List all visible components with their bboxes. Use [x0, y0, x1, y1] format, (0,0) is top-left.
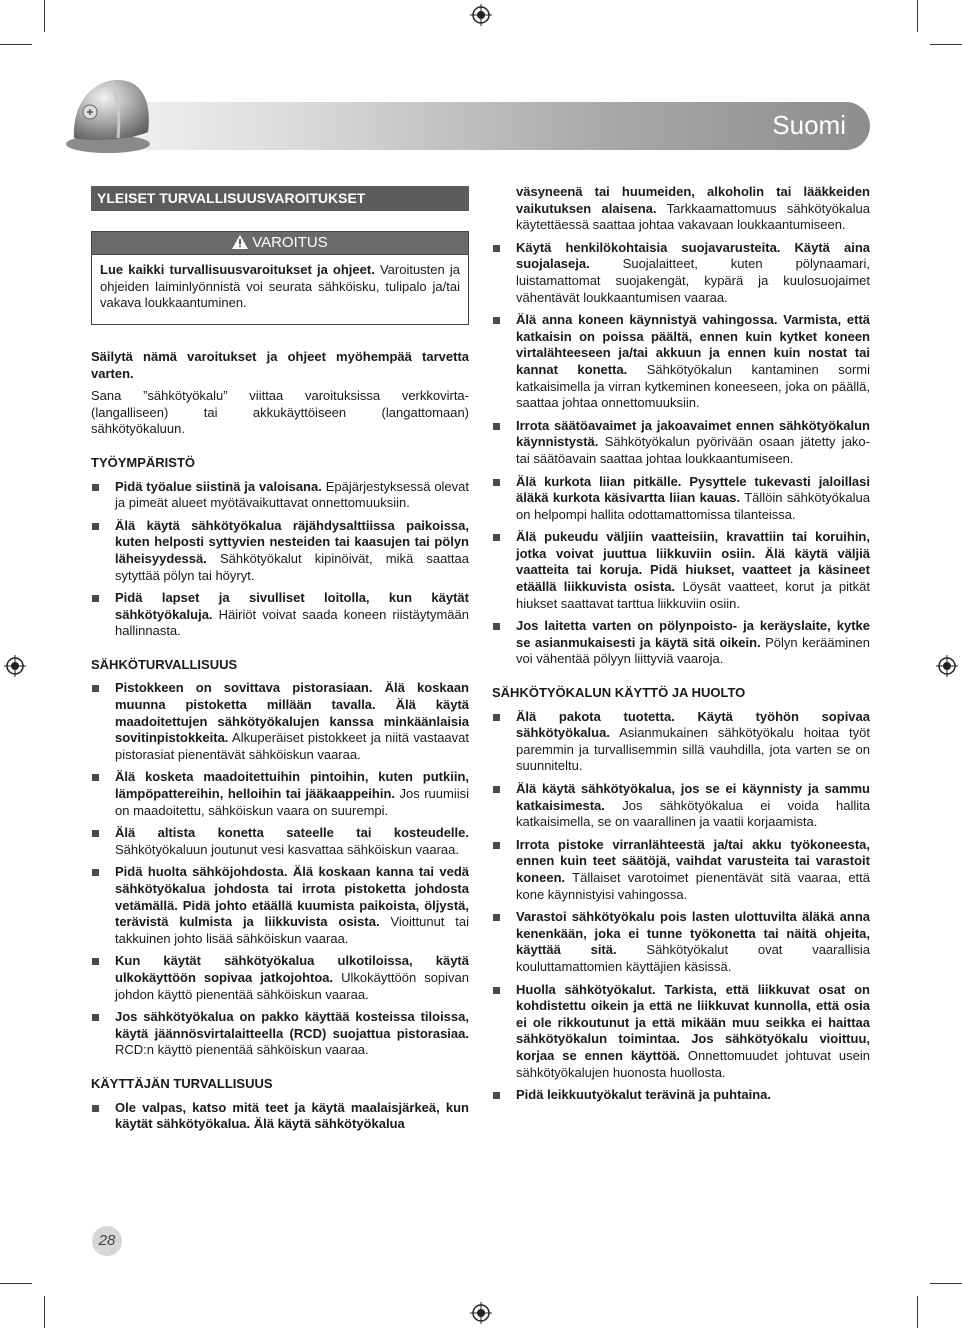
bullet-icon [493, 842, 500, 849]
list-item-continuation [492, 184, 870, 234]
item-text: Asianmukainen sähkötyökalu hoitaa työt paremmin ja turvallisemmin sillä vauhdilla, jota varten se on suunniteltu. [516, 725, 870, 774]
item-bold: Pidä huolta sähköjohdosta. Älä koskaan kanna tai vedä sähkötyökalua johdosta tai irrota pistoketta johdosta vetämällä. Pidä johto etäällä kuumista paikoista, öljystä, terävistä kulmista ja liikkuvista osista. [115, 864, 469, 930]
crop-mark [0, 44, 32, 45]
item-bold: Pidä lapset ja sivulliset loitolla, kun käytät sähkötyökaluja. [115, 590, 469, 622]
banner-title: Suomi [772, 110, 846, 140]
bullet-icon [92, 595, 99, 602]
list-item [91, 953, 469, 1003]
crop-mark [0, 1283, 32, 1284]
warning-triangle-icon [232, 235, 248, 249]
personal-list-continued [492, 240, 870, 668]
item-text: Sähkötyökalut ovat vaarallisia kouluttamattomien käyttäjien käsissä. [516, 942, 870, 974]
item-bold: Jos laitetta varten on pölynpoisto- ja keräyslaite, kytke se asianmukaisesti ja käytä sitä oikein. [516, 618, 870, 650]
bullet-icon [92, 523, 99, 530]
item-bold: Pistokkeen on sovittava pistorasiaan. Älä koskaan muunna pistoketta millään tavalla. Älä käytä maadoitettujen sähkötyökalujen kanssa minkäänlaisia sovitinpistokkeita. [115, 680, 469, 746]
list-item [492, 474, 870, 524]
item-text: Sähkötyökalun kantaminen sormi katkaisimella ja virran kytkeminen koneeseen, joka on päällä, saattaa johtaa onnettomuuksiin. [516, 361, 870, 411]
item-text: Alkuperäiset pistokkeet ja niitä vastaavat pistorasiat pienentävät sähköiskun vaaraa. [115, 730, 469, 762]
bullet-icon [92, 685, 99, 692]
item-bold: Älä kosketa maadoitettuihin pintoihin, kuten putkiin, lämpöpattereihin, helloihin tai jääkaappeihin. [115, 769, 469, 802]
crop-mark [930, 1283, 962, 1284]
list-item [91, 1009, 469, 1059]
right-column [492, 184, 870, 1104]
item-text: Jos sähkötyökalua ei voida hallita katkaisimella, se on vaarallinen ja vaatii korjaamista. [516, 797, 870, 830]
item-bold: Pidä työalue siistinä ja valoisana. [115, 478, 322, 494]
list-item [492, 837, 870, 903]
safety-helmet-icon [60, 74, 160, 160]
list-item [492, 709, 870, 775]
registration-mark-icon [936, 655, 958, 677]
crop-mark [917, 1296, 918, 1328]
list-item [492, 312, 870, 412]
bullet-icon [493, 786, 500, 793]
language-banner [92, 102, 870, 150]
warning-header [92, 232, 468, 256]
bullet-icon [493, 479, 500, 486]
item-bold: Älä käytä sähkötyökalua räjähdysalttiissa paikoissa, kuten helposti syttyvien nesteiden tai kaasujen tai pölyn läheisyydessä. [115, 517, 469, 566]
bullet-icon [92, 1105, 99, 1112]
item-text: Sähkötyökalut kipinöivät, mikä saattaa sytyttää pölyn tai höyryt. [115, 550, 469, 583]
personal-list [91, 1100, 469, 1133]
bullet-icon [493, 245, 500, 252]
item-bold: Jos sähkötyökalua on pakko käyttää kosteissa tiloissa, käytä jäännösvirtalaitteella (RCD) suojattua pistorasiaa. [115, 1009, 469, 1041]
list-item [492, 418, 870, 468]
bullet-icon [92, 830, 99, 837]
crop-mark [44, 1296, 45, 1328]
item-bold: Pidä leikkuutyökalut terävinä ja puhtaina. [516, 1087, 772, 1103]
list-item [91, 518, 469, 584]
bullet-icon [493, 317, 500, 324]
bullet-icon [92, 958, 99, 965]
item-bold: Älä anna koneen käynnistyä vahingossa. Varmista, että katkaisin on poissa päältä, ennen kuin kytket koneen virtalähteeseen ja/tai akkuun ja ennen kuin nostat tai kannat konetta. [516, 312, 870, 377]
list-item [492, 982, 870, 1082]
list-item [91, 479, 469, 512]
list-item [91, 680, 469, 763]
list-item [492, 618, 870, 668]
bullet-icon [92, 1014, 99, 1021]
item-bold: Älä käytä sähkötyökalua, jos se ei käynnisty ja sammu katkaisimesta. [516, 781, 870, 813]
bullet-icon [493, 987, 500, 994]
item-text: Sähkötyökalun pyörivään osaan jätetty jako- tai säätöavain saattaa johtaa loukkaantumiseen. [516, 434, 870, 466]
item-text: RCD:n käyttö pienentää sähköiskun vaaraa. [115, 1042, 369, 1058]
item-bold: Kun käytät sähkötyökalua ulkotiloissa, käytä ulkokäyttöön sopivaa jatkojohtoa. [115, 953, 469, 985]
heading-personal-safety: KÄYTTÄJÄN TURVALLISUUS [91, 1075, 273, 1091]
electrical-list [91, 680, 469, 1058]
crop-mark [930, 44, 962, 45]
warning-box [91, 231, 469, 325]
use-care-list [492, 709, 870, 1104]
item-text: Jos ruumiisi on maadoitettu, sähköiskun vaara on suurempi. [115, 786, 469, 818]
list-item [91, 769, 469, 819]
bullet-icon [92, 774, 99, 781]
list-item [91, 1100, 469, 1133]
warning-label: VAROITUS [252, 233, 328, 251]
registration-mark-icon [470, 4, 492, 26]
bullet-icon [493, 914, 500, 921]
bullet-icon [92, 869, 99, 876]
list-item [492, 529, 870, 612]
item-text: Tällaiset varotoimet pienentävät sitä vaaraa, että kone käynnistyisi vahingossa. [516, 869, 870, 902]
item-text: Epäjärjestyksessä olevat ja pimeät alueet myötävaikuttavat onnettomuuksiin. [115, 478, 470, 511]
heading-electrical-safety: SÄHKÖTURVALLISUUS [91, 656, 238, 672]
item-bold: Älä kurkota liian pitkälle. Pysyttele tukevasti jaloillasi äläkä kurkota käsivartta liian kauas. [516, 473, 870, 506]
item-text: Pölyn kerääminen voi vähentää pölyyn liittyviä vaaroja. [516, 634, 870, 667]
list-item [91, 864, 469, 947]
bullet-icon [493, 423, 500, 430]
item-text: Sähkötyökaluun joutunut vesi kasvattaa sähköiskun vaaraa. [115, 841, 459, 857]
crop-mark [44, 0, 45, 32]
crop-mark [917, 0, 918, 32]
warning-bold: Lue kaikki turvallisuusvaroitukset ja ohjeet. [100, 262, 375, 278]
left-column [91, 186, 469, 1133]
bullet-icon [92, 484, 99, 491]
list-item [492, 1087, 870, 1104]
heading-tool-use-care: SÄHKÖTYÖKALUN KÄYTTÖ JA HUOLTO [492, 685, 746, 701]
item-bold: Älä altista konetta sateelle tai kosteudelle. [115, 825, 469, 841]
work-area-list [91, 479, 469, 640]
bullet-icon [493, 1092, 500, 1099]
item-bold: Ole valpas, katso mitä teet ja käytä maalaisjärkeä, kun käytät sähkötyökalua. Älä käytä sähkötyökalua [115, 1099, 469, 1132]
warning-rest: Varoitusten ja ohjeiden laiminlyönnistä voi seurata sähköisku, tulipalo ja/tai vakava loukkaantuminen. [100, 262, 460, 311]
registration-mark-icon [4, 655, 26, 677]
item-bold: Käytä henkilökohtaisia suojavarusteita. Käytä aina suojalaseja. [516, 239, 870, 272]
item-bold: väsyneenä tai huumeiden, alkoholin tai lääkkeiden vaikutuksen alaisena. [516, 184, 870, 216]
list-item [91, 825, 469, 858]
bullet-icon [493, 534, 500, 541]
item-bold: Huolla sähkötyökalut. Tarkista, että liikkuvat osat on kohdistettu oikein ja että ne liikkuvat kunnolla, että osia ei ole rikkoutunut ja että mikään muu seikka ei haittaa sähkötyökalun toimintaa. Jos sähkötyökalu vioittuu, korjaa se ennen käyttöä. [516, 981, 870, 1063]
item-bold: Älä pukeudu väljiin vaatteisiin, kravattiin tai koruihin, jotka voivat juuttua liikkuviin osiin. Älä käytä väljiä vaatteita tai koruja. Pidä hiukset, vaatteet ja käsineet etäällä liikkuvista osista. [516, 529, 870, 595]
warning-text [92, 255, 468, 324]
item-text: Onnettomuudet johtuvat usein sähkötyökalujen huonosta huollosta. [516, 1047, 871, 1080]
item-bold: Irrota säätöavaimet ja jakoavaimet ennen sähkötyökalun käynnistystä. [516, 417, 870, 450]
item-text: Ulkokäyttöön sopivan johdon käyttö pienentää sähköiskun vaaraa. [115, 969, 470, 1002]
page-number: 28 [92, 1226, 122, 1256]
list-item [492, 781, 870, 831]
item-text: Löysät vaatteet, korut ja pitkät hiukset saattavat tarttua liikkuviin osiin. [516, 579, 870, 611]
bullet-icon [493, 623, 500, 630]
item-text: Vioittunut tai takkuinen johto lisää sähköiskun vaaraa. [115, 914, 470, 946]
heading-work-area: TYÖYMPÄRISTÖ [91, 454, 196, 470]
item-text: Tarkkaamattomuus sähkötyökalua käytettäessä saattaa johtaa vakavaan loukkaantumiseen. [516, 200, 870, 233]
list-item [91, 590, 469, 640]
item-text: Häiriöt voivat saada koneen riistäytymään hallinnasta. [115, 606, 469, 639]
registration-mark-icon [470, 1302, 492, 1324]
intro-paragraph: Sana ”sähkötyökalu” viittaa varoituksissa verkkovirta-(langalliseen) tai akkukäyttöiseen (langattomaan) sähkötyökaluun. [91, 388, 469, 437]
item-text: Suojalaitteet, kuten pölynaamari, luistamattomat suojakengät, kypärä ja kuulosuojaimet vähentävät loukkaantumisen vaaraa. [516, 256, 870, 305]
section-title: YLEISET TURVALLISUUSVAROITUKSET [91, 186, 469, 211]
item-bold: Irrota pistoke virranlähteestä ja/tai akku työkoneesta, ennen kuin teet säätöjä, vaihdat varusteita tai varastoit koneen. [516, 836, 870, 885]
item-bold: Älä pakota tuotetta. Käytä työhön sopivaa sähkötyökalua. [516, 708, 870, 741]
bullet-icon [493, 714, 500, 721]
keep-note: Säilytä nämä varoitukset ja ohjeet myöhempää tarvetta varten. [91, 348, 469, 381]
item-text: Tällöin sähkötyökalua on helpompi hallita odottamattomissa tilanteissa. [516, 490, 870, 522]
list-item [492, 240, 870, 306]
list-item [492, 909, 870, 975]
item-bold: Varastoi sähkötyökalu pois lasten ulottuvilta äläkä anna kenenkään, joka ei tunne työkonetta tai näitä ohjeita, käyttää sitä. [516, 909, 870, 958]
